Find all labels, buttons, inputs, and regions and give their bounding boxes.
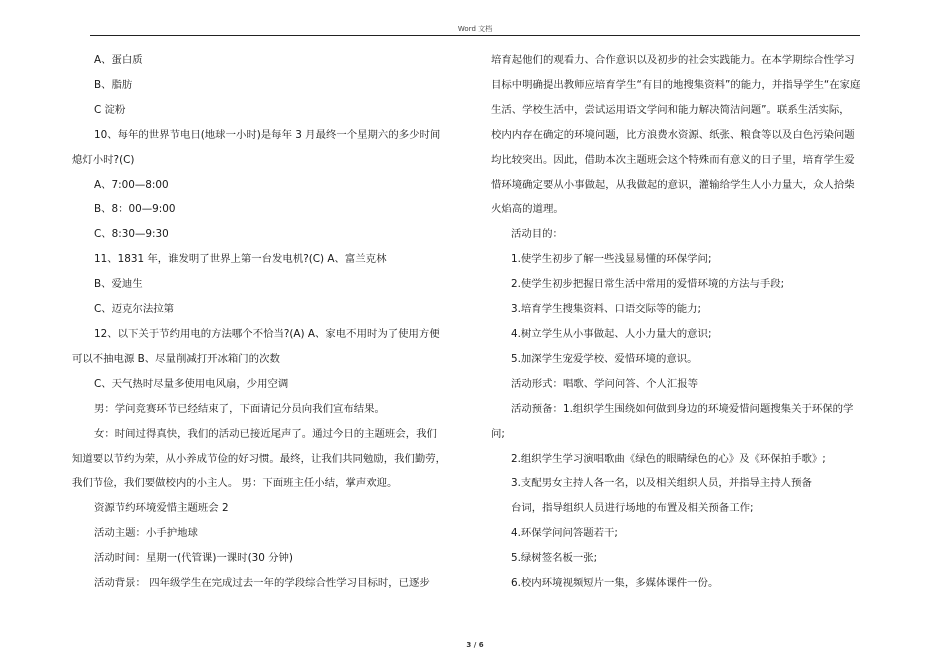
header-divider (90, 35, 860, 36)
text-line: 2.使学生初步把握日常生活中常用的爱惜环境的方法与手段; (511, 278, 785, 291)
text-line: 熄灯小时?(C) (72, 153, 135, 166)
text-line: 我们节俭，我们要做校内的小主人。 男：下面班主任小结，掌声欢迎。 (72, 477, 398, 490)
text-line: A、7:00—8:00 (94, 178, 169, 191)
text-line: 目标中明确提出教师应培育学生“有目的地搜集资料”的能力，并指导学生“在家庭 (491, 78, 861, 91)
text-line: 活动主题：小手护地球 (94, 527, 198, 540)
text-line: 校内内存在确定的环境问题，比方浪费水资源、纸张、粮食等以及白色污染问题 (491, 128, 855, 141)
text-line: 培育起他们的观看力、合作意识以及初步的社会实践能力。在本学期综合性学习 (491, 54, 855, 66)
text-line: 惜环境确定要从小事做起，从我做起的意识，灌输给学生人小力量大，众人拾柴 (491, 178, 855, 191)
text-line: 女：时间过得真快，我们的活动已接近尾声了。通过今日的主题班会，我们 (94, 427, 437, 440)
page-number: 3 / 6 (466, 641, 484, 649)
text-line: 活动形式：唱歌、学问问答、个人汇报等 (511, 377, 699, 390)
text-line: 6.校内环境视频短片一集，多媒体课件一份。 (511, 577, 719, 590)
text-line: B、爱迪生 (94, 278, 143, 291)
text-line: 资源节约环境爱惜主题班会 2 (94, 502, 229, 515)
text-line: 5.绿树签名板一张; (511, 552, 598, 565)
text-line: C、迈克尔法拉第 (94, 303, 174, 316)
text-line: 2.组织学生学习演唱歌曲《绿色的眼睛绿色的心》及《环保拍手歌》; (511, 452, 826, 465)
text-line: C 淀粉 (94, 103, 126, 116)
text-line: 1.使学生初步了解一些浅显易懂的环保学问; (511, 253, 712, 266)
left-text-column (72, 48, 464, 596)
text-line: 3.培育学生搜集资料、口语交际等的能力; (511, 303, 702, 316)
text-line: 男：学问竞赛环节已经结束了，下面请记分员向我们宣布结果。 (94, 402, 385, 415)
text-line: 火焰高的道理。 (491, 203, 564, 216)
text-line: 活动目的： (511, 228, 563, 241)
text-line: A、蛋白质 (94, 54, 143, 66)
text-line: 活动背景： 四年级学生在完成过去一年的学段综合性学习目标时，已逐步 (94, 577, 430, 590)
text-line: 活动预备：1.组织学生围绕如何做到身边的环境爱惜问题搜集关于环保的学 (511, 402, 854, 415)
text-line: 12、以下关于节约用电的方法哪个不恰当?(A) A、家电不用时为了使用方便 (94, 327, 440, 340)
text-line: 知道要以节约为荣，从小养成节俭的好习惯。最终，让我们共同勉励，我们勤劳， (72, 452, 447, 465)
text-line: 问; (491, 427, 505, 440)
text-line: 均比较突出。因此，借助本次主题班会这个特殊而有意义的日子里，培育学生爱 (491, 153, 855, 166)
text-line: 可以不抽电源 B、尽量削减打开冰箱门的次数 (72, 352, 280, 365)
text-line: 3.支配男女主持人各一名，以及相关组织人员，并指导主持人预备 (511, 477, 812, 490)
text-line: 11、1831 年，谁发明了世界上第一台发电机?(C) A、富兰克林 (94, 253, 387, 266)
page-header-title: Word 文档 (457, 25, 493, 33)
text-line: 4.树立学生从小事做起、人小力量大的意识; (511, 327, 712, 340)
text-line: C、8:30—9:30 (94, 228, 169, 241)
text-line: 生活、学校生活中，尝试运用语文学问和能力解决简洁问题”。联系生活实际， (491, 103, 850, 116)
text-line: B、脂肪 (94, 78, 133, 91)
text-line: 10、每年的世界节电日(地球一小时)是每年 3 月最终一个星期六的多少时间 (94, 128, 441, 141)
text-line: 活动时间：星期一(代管课)一课时(30 分钟) (94, 552, 293, 565)
text-line: C、天气热时尽量多使用电风扇，少用空调 (94, 377, 289, 390)
text-line: 4.环保学问问答题若干; (511, 527, 618, 540)
text-line: B、8：00—9:00 (94, 203, 176, 216)
text-line: 5.加深学生宠爱学校、爱惜环境的意识。 (511, 352, 698, 365)
text-line: 台词，指导组织人员进行场地的布置及相关预备工作; (511, 502, 754, 515)
right-text-column (491, 48, 861, 596)
